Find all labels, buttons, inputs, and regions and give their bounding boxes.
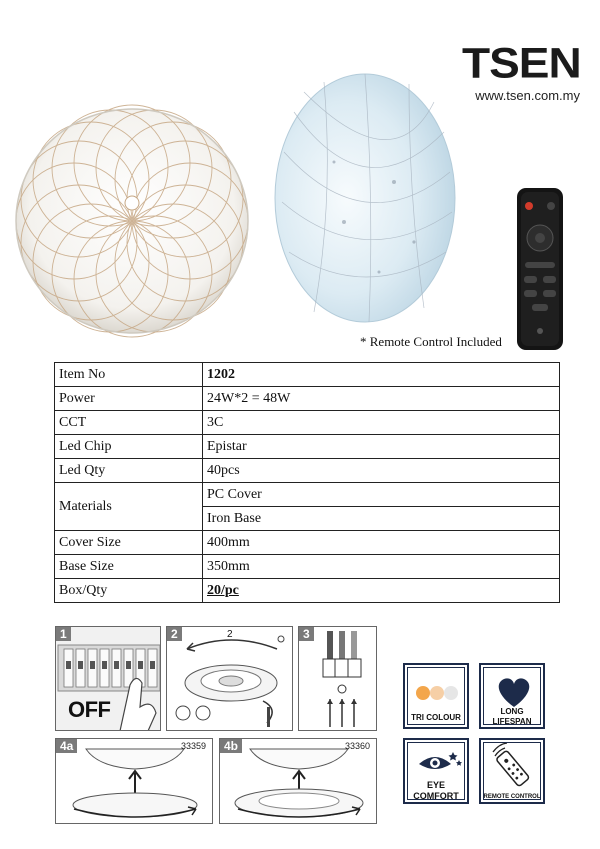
spec-label: Item No (55, 363, 203, 387)
brand-logo: TSEN (462, 39, 581, 87)
spec-value: PC Cover (203, 483, 560, 507)
spec-value: 1202 (203, 363, 560, 387)
spec-label: CCT (55, 411, 203, 435)
spec-label: Cover Size (55, 531, 203, 555)
remote-control-image (515, 186, 565, 352)
spec-value: 24W*2 = 48W (203, 387, 560, 411)
step-number: 2 (167, 627, 182, 641)
step-code: 33359 (180, 741, 206, 751)
spec-value: Iron Base (203, 507, 560, 531)
spec-label: Base Size (55, 555, 203, 579)
step-4a-panel (55, 738, 213, 824)
table-row (55, 387, 560, 411)
brand-website: www.tsen.com.my (475, 88, 580, 103)
spec-value: 350mm (203, 555, 560, 579)
feature-remote-control (479, 738, 545, 804)
table-row (55, 555, 560, 579)
lamp-white-image (14, 103, 250, 339)
step-number: 1 (56, 627, 71, 641)
feature-label-line2: LIFESPAN (492, 717, 532, 726)
lamp-blue-image (274, 72, 456, 324)
remote-included-note: * Remote Control Included (360, 334, 502, 349)
table-row (55, 435, 560, 459)
step-number: 4b (220, 739, 242, 753)
feature-label: TRI COLOUR (411, 713, 461, 722)
table-row (55, 459, 560, 483)
spec-label: Box/Qty (55, 579, 203, 603)
spec-value: 400mm (203, 531, 560, 555)
spec-label: Led Qty (55, 459, 203, 483)
attach-cover-illustration (220, 739, 377, 824)
rotation-arrow-label: 2 (227, 629, 233, 640)
spec-value: 3C (203, 411, 560, 435)
mount-base-illustration (56, 739, 213, 824)
spec-value: Epistar (203, 435, 560, 459)
off-label: OFF (68, 697, 111, 722)
step-2-panel (166, 626, 293, 731)
spec-label: Led Chip (55, 435, 203, 459)
step-4b-panel (219, 738, 377, 824)
step-number: 3 (299, 627, 314, 641)
brand-block (462, 40, 580, 103)
feature-label-line1: LONG (500, 707, 524, 716)
spec-table (54, 362, 560, 603)
feature-tri-colour (403, 663, 469, 729)
table-row (55, 531, 560, 555)
cover-removal-illustration (167, 627, 293, 731)
spec-label: Power (55, 387, 203, 411)
feature-label-line2: COMFORT (413, 791, 459, 801)
table-row (55, 579, 560, 603)
step-1-panel (55, 626, 161, 731)
feature-label-line1: EYE (426, 780, 445, 790)
feature-label: REMOTE CONTROL (483, 794, 541, 800)
spec-value: 20/pc (203, 579, 560, 603)
step-code: 33360 (344, 741, 370, 751)
wiring-illustration (299, 627, 377, 731)
spec-label: Materials (55, 483, 203, 531)
table-row (55, 483, 560, 507)
feature-long-lifespan (479, 663, 545, 729)
spec-value: 40pcs (203, 459, 560, 483)
feature-eye-comfort (403, 738, 469, 804)
table-row (55, 363, 560, 387)
table-row (55, 411, 560, 435)
step-number: 4a (56, 739, 77, 753)
step-3-panel (298, 626, 377, 731)
